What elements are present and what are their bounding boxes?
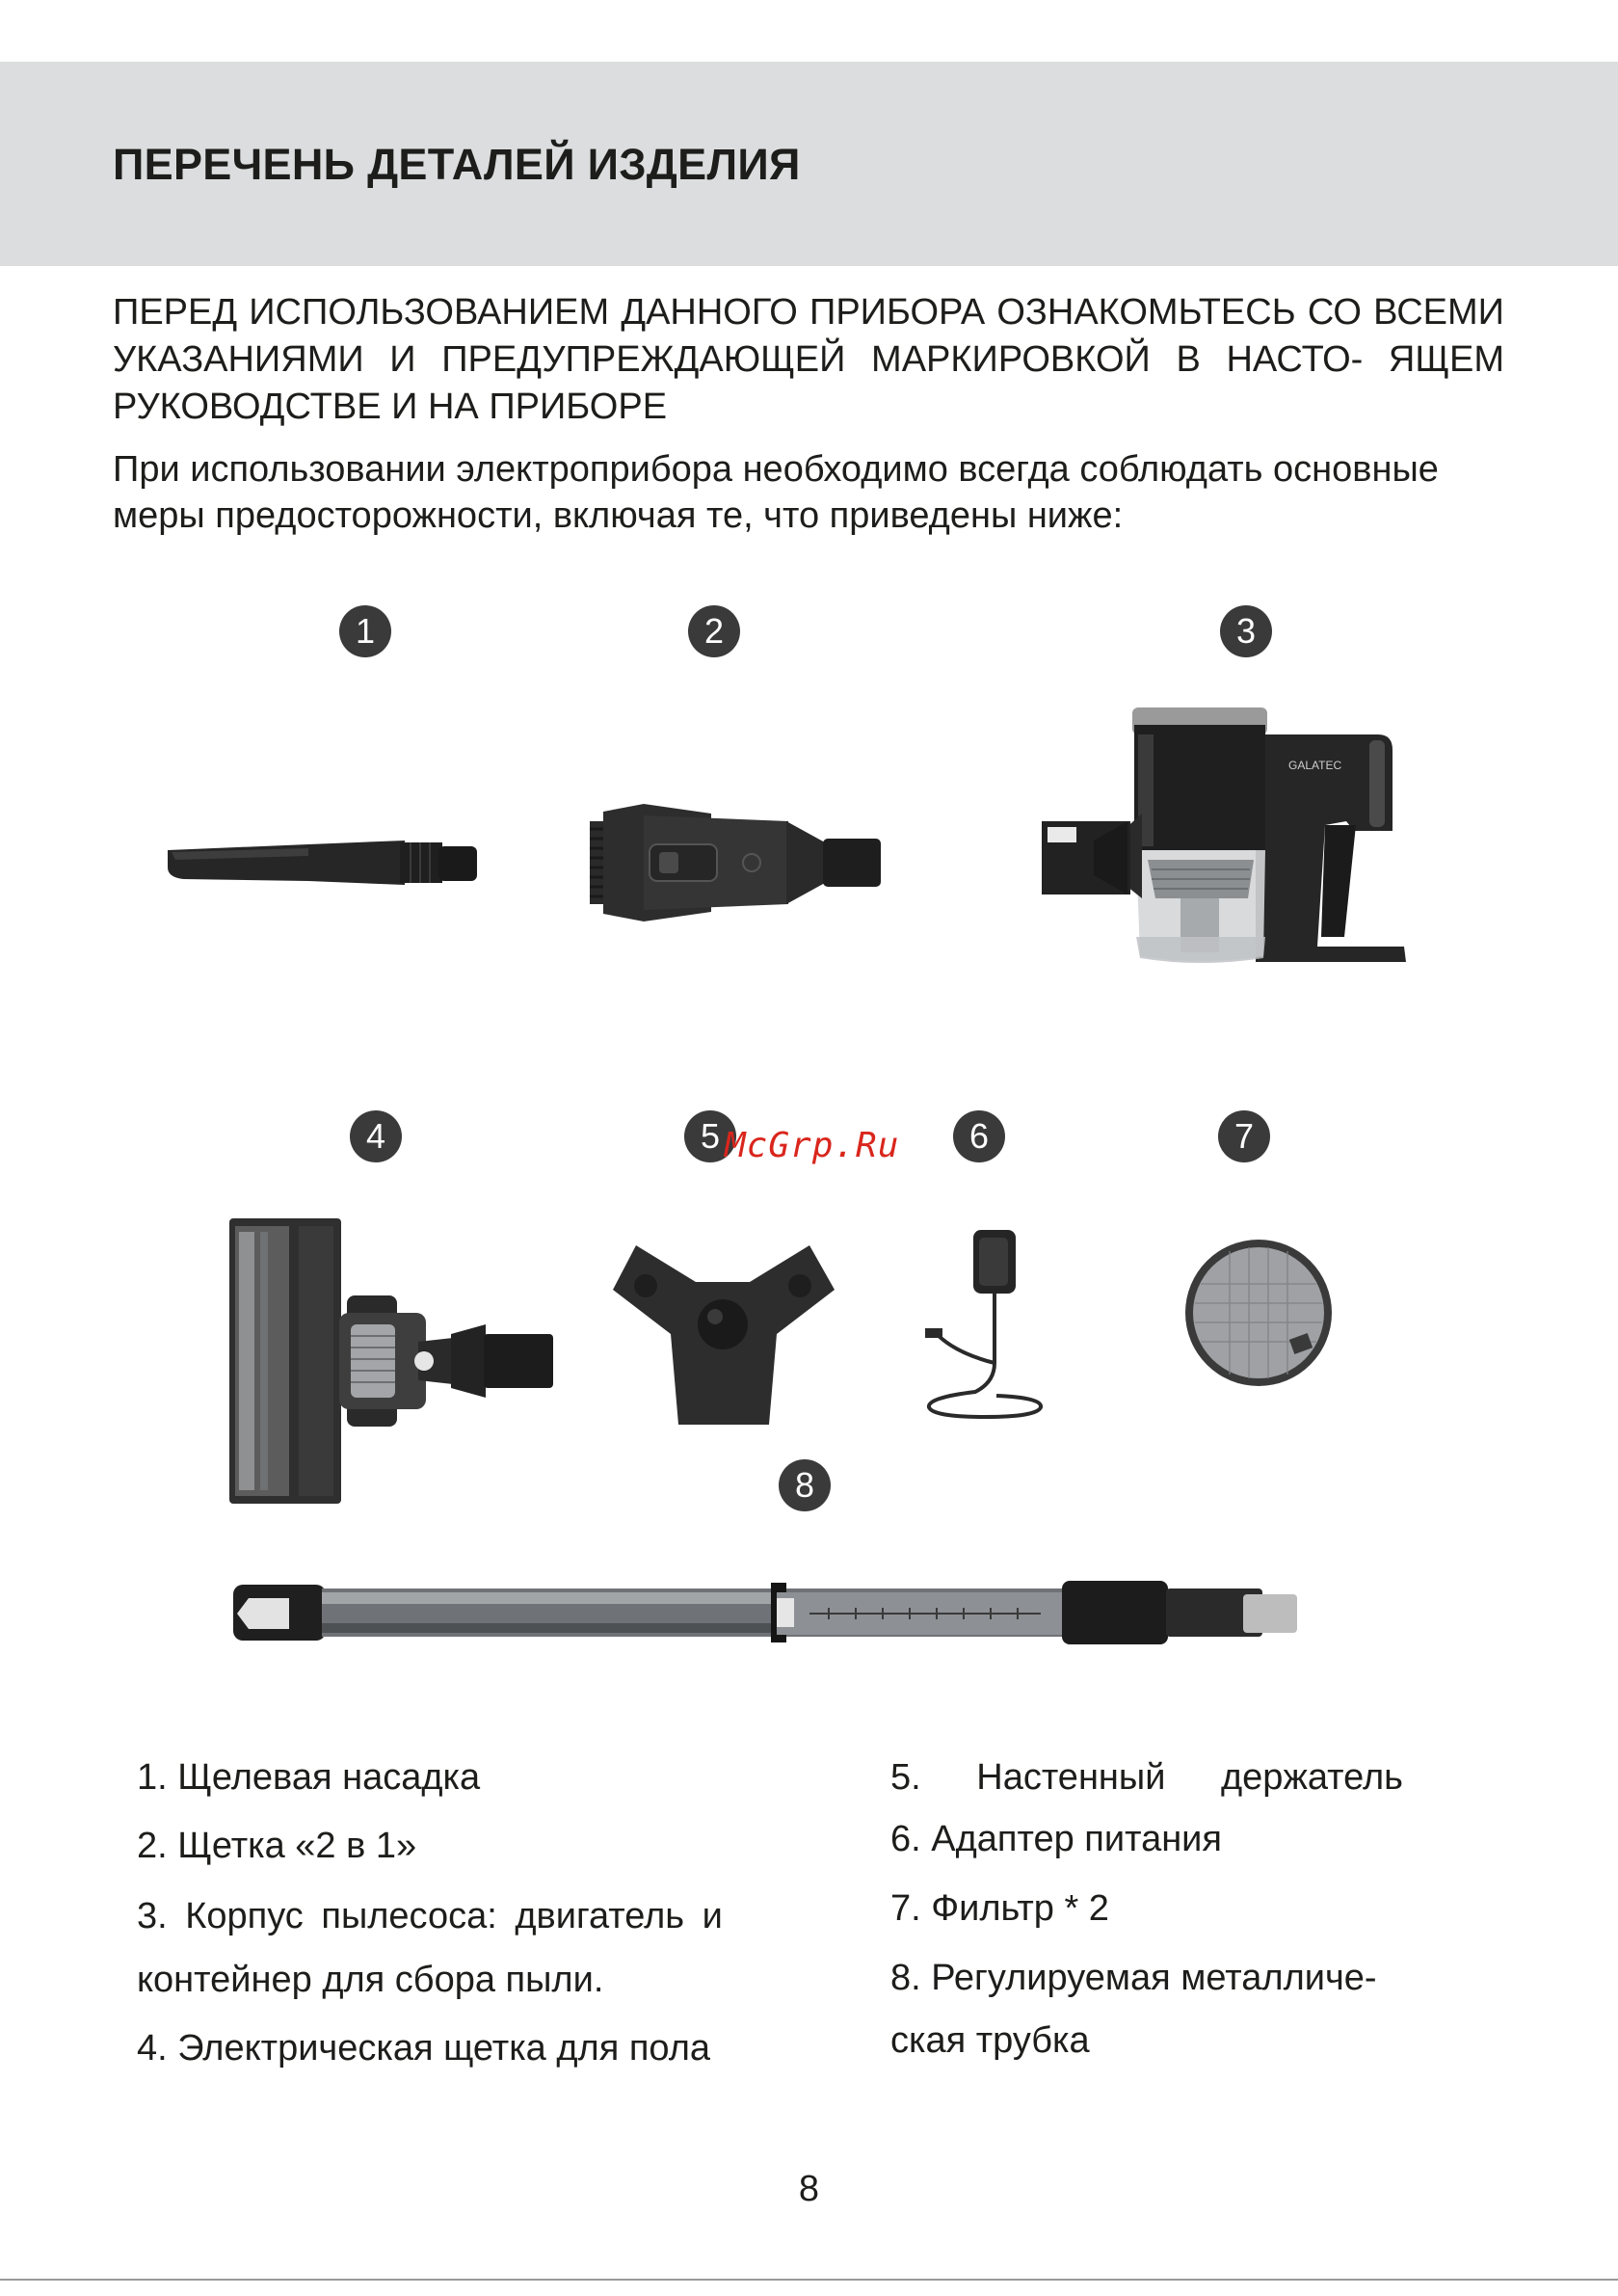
page-number: 8 xyxy=(798,2169,820,2209)
badge-4: 4 xyxy=(350,1110,402,1162)
badge-7: 7 xyxy=(1218,1110,1270,1162)
watermark: McGrp.Ru xyxy=(725,1126,900,1165)
parts-list-item-3-text: 3. Корпус пылесоса: двигатель и xyxy=(137,1896,723,1936)
page-title: ПЕРЕЧЕНЬ ДЕТАЛЕЙ ИЗДЕЛИЯ xyxy=(113,140,801,189)
badge-1: 1 xyxy=(339,605,391,657)
badge-8: 8 xyxy=(779,1459,831,1511)
telescopic-tube-image xyxy=(231,1579,1301,1646)
parts-list-item-6: 6. Адаптер питания xyxy=(890,1819,1222,1859)
combination-brush-image xyxy=(586,800,885,925)
parts-list-item-5 xyxy=(890,1756,1403,1799)
product-brand-label: GALATEC xyxy=(1288,759,1342,772)
badge-3: 3 xyxy=(1220,605,1272,657)
crevice-tool-image xyxy=(164,829,482,896)
parts-list-item-3-line-1 xyxy=(137,1895,746,1937)
parts-list-item-7: 7. Фильтр * 2 xyxy=(890,1888,1109,1929)
parts-list-item-5-word-2: держатель xyxy=(1221,1757,1403,1798)
safety-warning: ПЕРЕД ИСПОЛЬЗОВАНИЕМ ДАННОГО ПРИБОРА ОЗНАКОМЬТЕСЬ СО ВСЕМИ УКАЗАНИЯМИ И ПРЕДУПРЕЖДАЮЩЕЙ МАРКИРОВКОЙ В НАСТО- ЯЩЕМ РУКОВОДСТВЕ И НА ПРИБОРЕ xyxy=(113,292,1504,427)
parts-list-item-4: 4. Электрическая щетка для пола xyxy=(137,2028,711,2069)
parts-list-item-1: 1. Щелевая насадка xyxy=(137,1757,481,1798)
parts-list-item-2: 2. Щетка «2 в 1» xyxy=(137,1826,417,1866)
power-adapter-image xyxy=(917,1228,1052,1421)
parts-list-item-3-line-2: контейнер для сбора пыли. xyxy=(137,1960,604,2000)
vacuum-main-body-image xyxy=(1036,706,1421,975)
badge-5: 5 xyxy=(684,1110,736,1162)
floor-brush-image xyxy=(225,1216,558,1506)
filter-image xyxy=(1181,1236,1336,1390)
badge-6: 6 xyxy=(953,1110,1005,1162)
parts-list-item-5-word-1: Настенный xyxy=(976,1757,1166,1798)
wall-holder-image xyxy=(607,1228,838,1430)
bottom-rule xyxy=(0,2279,1618,2281)
badge-2: 2 xyxy=(688,605,740,657)
parts-list-item-5-number: 5. xyxy=(890,1757,921,1798)
intro-paragraph: При использовании электроприбора необходимо всегда соблюдать основные меры предосторожности, включая те, что приведены ниже: xyxy=(113,449,1439,536)
parts-list-item-8-line-2: ская трубка xyxy=(890,2020,1090,2061)
parts-list-item-8-line-1: 8. Регулируемая металличе- xyxy=(890,1958,1377,1998)
